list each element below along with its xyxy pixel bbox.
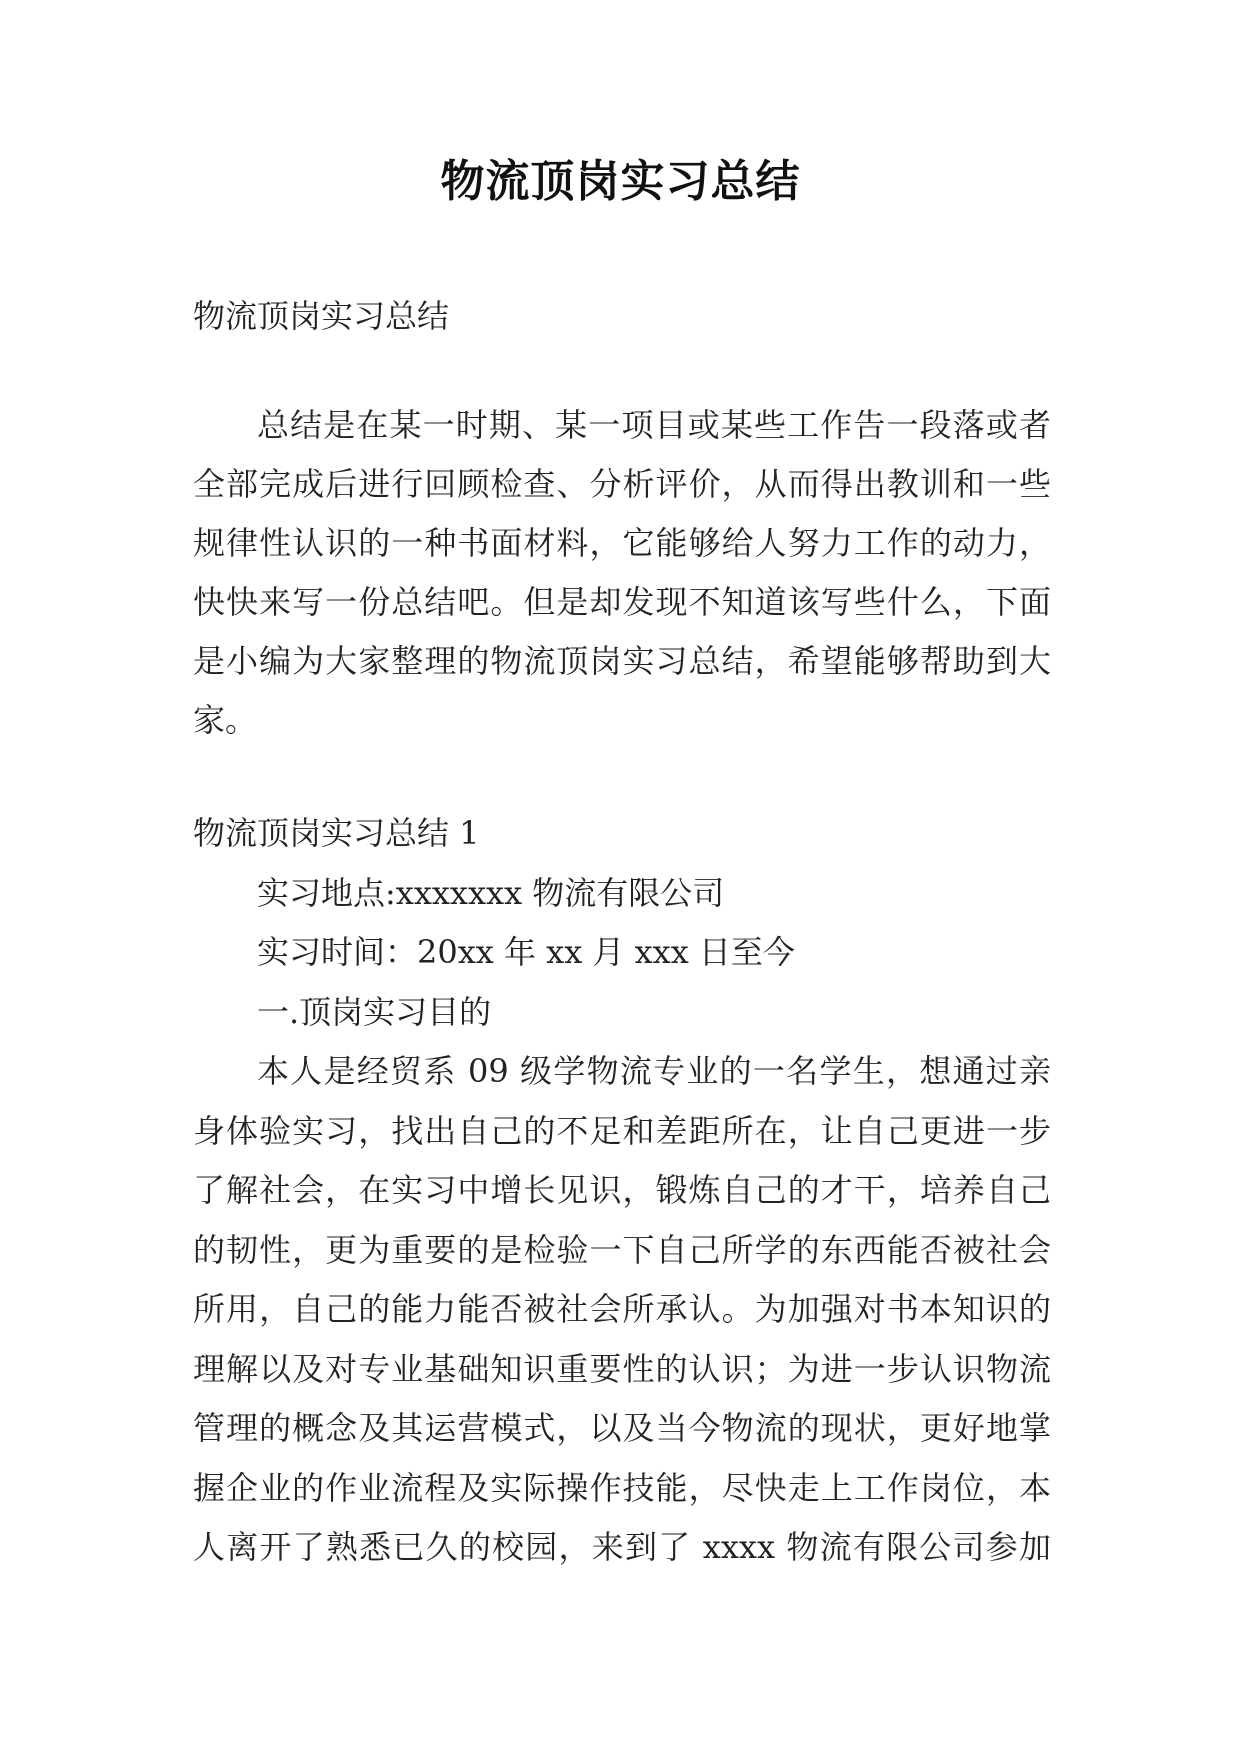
body-line: 了解社会，在实习中增长见识，锻炼自己的才干，培养自己 [193, 1171, 1051, 1209]
purpose-heading: 一.顶岗实习目的 [257, 993, 492, 1031]
internship-time: 实习时间：20xx 年 xx 月 xxx 日至今 [257, 933, 795, 971]
body-line: 身体验实习，找出自己的不足和差距所在，让自己更进一步 [193, 1112, 1051, 1150]
section-heading: 物流顶岗实习总结 1 [193, 814, 480, 852]
body-line: 理解以及对专业基础知识重要性的认识；为进一步认识物流 [193, 1350, 1051, 1388]
body-line: 本人是经贸系 09 级学物流专业的一名学生，想通过亲 [257, 1052, 1051, 1090]
intro-line: 规律性认识的一种书面材料，它能够给人努力工作的动力， [193, 524, 1051, 562]
intro-line: 全部完成后进行回顾检查、分析评价，从而得出教训和一些 [193, 465, 1051, 503]
intro-line: 快快来写一份总结吧。但是却发现不知道该写些什么，下面 [193, 583, 1051, 621]
intro-line: 家。 [193, 701, 258, 739]
body-line: 人离开了熟悉已久的校园，来到了 xxxx 物流有限公司参加 [193, 1528, 1051, 1566]
body-line: 的韧性，更为重要的是检验一下自己所学的东西能否被社会 [193, 1231, 1051, 1269]
body-line: 所用，自己的能力能否被社会所承认。为加强对书本知识的 [193, 1290, 1051, 1328]
intro-line: 是小编为大家整理的物流顶岗实习总结，希望能够帮助到大 [193, 642, 1051, 680]
internship-location: 实习地点:xxxxxxx 物流有限公司 [257, 874, 725, 912]
body-line: 握企业的作业流程及实际操作技能，尽快走上工作岗位，本 [193, 1469, 1051, 1507]
document-title: 物流顶岗实习总结 [440, 156, 801, 207]
document-subtitle: 物流顶岗实习总结 [193, 297, 450, 335]
body-line: 管理的概念及其运营模式，以及当今物流的现状，更好地掌 [193, 1409, 1051, 1447]
intro-line: 总结是在某一时期、某一项目或某些工作告一段落或者 [257, 406, 1051, 444]
